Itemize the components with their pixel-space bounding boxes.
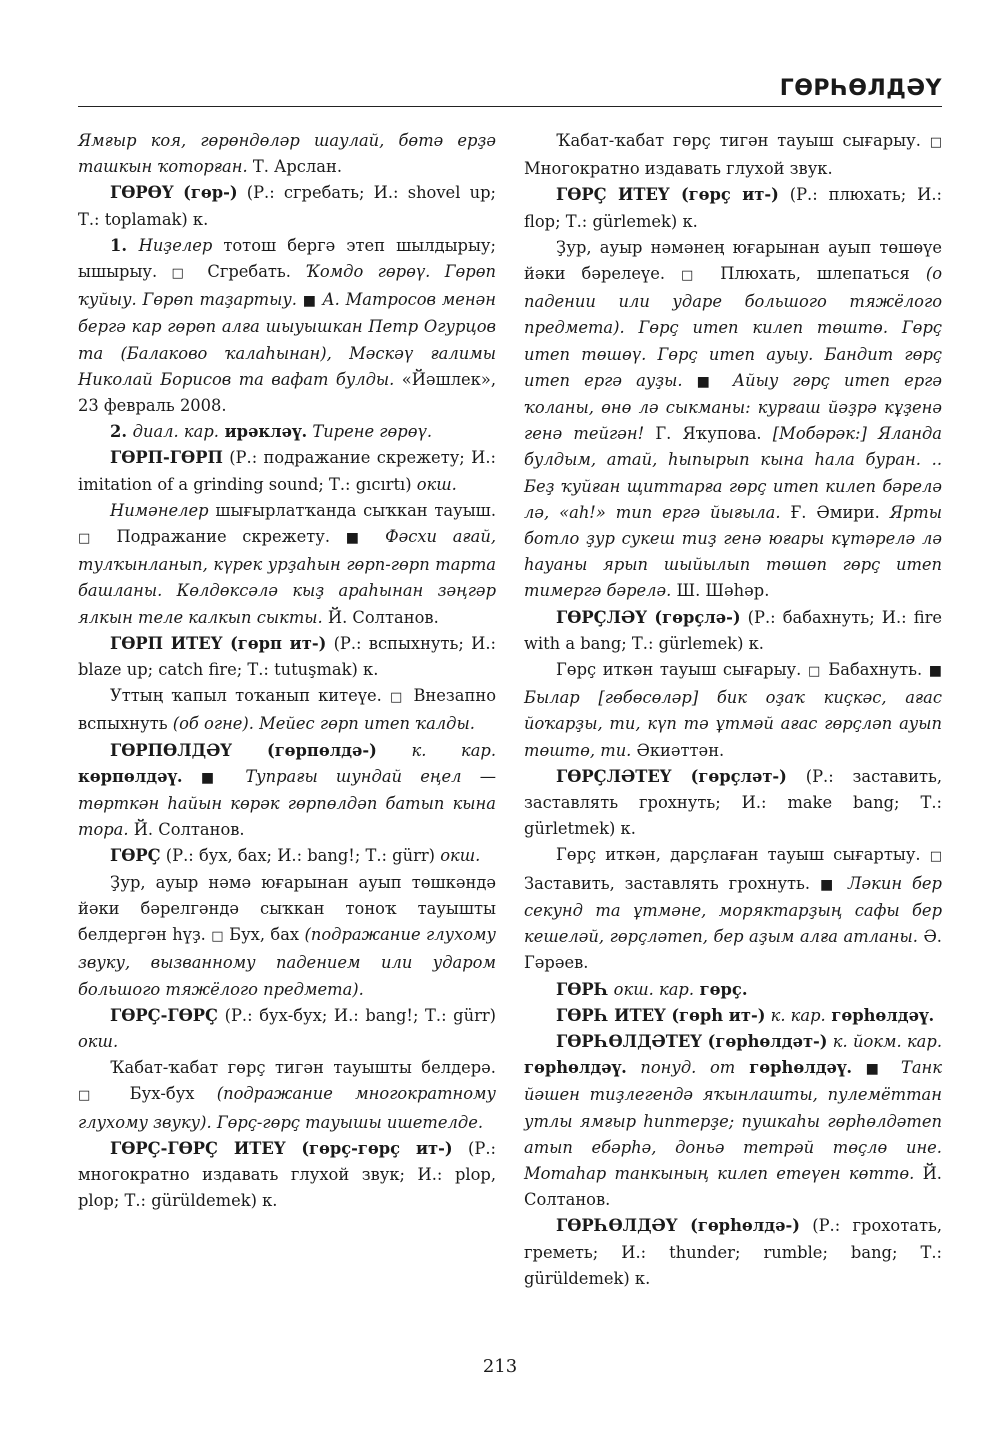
citation-text: Айыу гөрҫ итеп ергә ҡоланы, өнө лә сыкманы: курғаш йәҙрә кұҙенә генә тейгән! bbox=[524, 370, 942, 444]
headword: ГӨРПӨЛДӘҮ (гөрпөлдә-) bbox=[110, 740, 377, 760]
citation-text: Фәсхи ағай, тулҡынланып, күрек урҙаһын гөрп-гөрп тарта башланы. Көлдөксәлә кыҙ араһынан зәңгәр ялкын теле калкып сыкты. bbox=[78, 527, 496, 627]
label: окш. кар. bbox=[608, 979, 695, 999]
empty-square-icon: □ bbox=[929, 135, 942, 150]
headword: ГӨРҪЛӘҮ (гөрҫлә-) bbox=[556, 607, 741, 627]
filled-square-icon: ■ bbox=[200, 769, 228, 786]
right-column bbox=[524, 128, 942, 1292]
entry-gorh-iteu bbox=[524, 1003, 942, 1029]
empty-square-icon: □ bbox=[681, 268, 705, 284]
russian-note: (об огне). bbox=[172, 714, 260, 734]
running-head: ГӨРҺӨЛДӘҮ bbox=[779, 76, 942, 101]
entry-gorou bbox=[78, 180, 496, 232]
entry-body bbox=[524, 842, 942, 976]
russian-gloss: Бабахнуть. bbox=[828, 660, 923, 680]
citation-source: Т. Арслан. bbox=[247, 157, 342, 177]
entry-body bbox=[524, 235, 942, 605]
citation-text: Ләкин бер секунд та ұтмәне, моряктарҙың сафы бер кешеләй, гөрҫләтеп, бер аҙым алға атланы. bbox=[524, 873, 942, 947]
headword: ГӨРҺ bbox=[556, 979, 609, 999]
gloss: Гөрҫ иткән тауыш сығарыу. bbox=[556, 660, 808, 680]
definition: (Р.: плюхать; И.: flop; Т.: gürlemek) к. bbox=[524, 185, 942, 231]
empty-square-icon: □ bbox=[171, 266, 194, 282]
reference: ирәкләү. bbox=[218, 422, 308, 442]
citation-text: Танк йәшен тиҙлегендә яҡынлашты, пулемёттан утлы ямғыр һиптерҙе; пушкаһы гөрһөлдәтеп атып ебәрһә, доньә тетрәй төҫлө ине. Мотаһар танкының килеп етеүен көттө. bbox=[524, 1058, 942, 1183]
entry-gors bbox=[78, 843, 496, 869]
example: Ҡомдо гөрөү. Гөрөп ҡуйыу. Гөрөп таҙартыу. bbox=[78, 262, 496, 310]
reference: гөрһөлдәү. bbox=[825, 1005, 935, 1025]
gloss: тотош бергә этеп шылдырыу; ышырыу. bbox=[78, 235, 496, 282]
definition: (Р.: бух-бух; И.: bang!; Т.: gürr) bbox=[218, 1005, 496, 1025]
definition: (Р.: вспыхнуть; И.: blaze up; catch fire; Т.: tutuşmak) к. bbox=[78, 633, 496, 680]
russian-gloss: Внезапно вспыхнуть bbox=[78, 686, 496, 734]
empty-square-icon: □ bbox=[929, 849, 942, 865]
russian-gloss: Бух-бух bbox=[129, 1084, 217, 1104]
header-rule bbox=[78, 106, 942, 107]
citation-text: Ярты ботло ҙур сукеш тиҙ генә юғары кұтәрелә лә һауаны ярып шыйылып төшөп гөрҫ итеп тимергә бәрелә. bbox=[524, 502, 942, 601]
example: Мейес гөрп итеп ҡалды. bbox=[259, 714, 475, 734]
sense-1 bbox=[78, 233, 496, 419]
entry-gorp-gorp bbox=[78, 445, 496, 497]
headword: ГӨРҪ-ГӨРҪ bbox=[110, 1005, 219, 1025]
label: к. йокм. кар. bbox=[827, 1031, 942, 1051]
entry-gorslateu bbox=[524, 764, 942, 843]
headword: ГӨРҪЛӘТЕҮ (гөрҫләт-) bbox=[556, 766, 787, 786]
label: окш. bbox=[416, 474, 457, 494]
gloss: Уттың ҡапыл тоҡанып китеүе. bbox=[110, 686, 390, 706]
russian-note: (подражание многократному глухому звуку). bbox=[78, 1084, 496, 1132]
filled-square-icon: ■ bbox=[302, 293, 317, 310]
sense-number: 2. bbox=[110, 422, 133, 442]
empty-square-icon: □ bbox=[807, 664, 822, 680]
entry-continuation bbox=[524, 128, 942, 182]
citation-source: Й. Солтанов. bbox=[322, 607, 439, 627]
label: понуд. от bbox=[626, 1058, 736, 1078]
citation-source: Й. Солтанов. bbox=[128, 820, 245, 840]
label: окш. bbox=[78, 1031, 119, 1051]
reference: көрпөлдәү. bbox=[78, 766, 183, 786]
entry-gorslau bbox=[524, 605, 942, 657]
citation-text: А. Матросов менән бергә кар гөрөп алға шыуышкан Петр Огурцов та (Балаково ҡалаһынан), Мәскәү ғалимы Николай Борисов та вафат булды. bbox=[78, 290, 496, 389]
headword: ГӨРҪ-ГӨРҪ ИТЕҮ (гөрҫ-гөрҫ ит-) bbox=[110, 1138, 453, 1158]
definition: (Р.: сгребать; И.: shovel up; Т.: toplamak) к. bbox=[78, 183, 496, 229]
gloss-italic: Ниҙелер bbox=[138, 235, 213, 255]
gloss: Ҡабат-ҡабат гөрҫ тигән тауышты белдерә. bbox=[110, 1058, 496, 1078]
reference: гөрһөлдәү. bbox=[735, 1058, 853, 1078]
entry-body bbox=[78, 683, 496, 737]
definition: (Р.: бух, бах; И.: bang!; Т.: gürr) bbox=[160, 846, 441, 866]
empty-square-icon: □ bbox=[78, 1088, 108, 1104]
entry-gorholdau bbox=[524, 1213, 942, 1292]
citation-text: Ямғыр коя, гөрөндөләр шаулай, бөтә ерҙә ташкын ҡоторған. bbox=[78, 131, 496, 177]
entry-continuation bbox=[78, 128, 496, 180]
entry-gorpoldau bbox=[78, 738, 496, 844]
citation-text: Былар [гөбөсөләр] бик оҙаҡ киҫкәс, ағас йоҡарҙы, ти, күп тә ұтмәй ағас гөрҫләп ауып төштө, ти. bbox=[524, 688, 942, 760]
citation-text: Тупрағы шундай еңел — төрткән һайын көрәк гөрпөлдәп батып кына тора. bbox=[78, 766, 496, 840]
gloss: Ҡабат-ҡабат гөрҫ тигән тауыш сығарыу. bbox=[556, 131, 930, 150]
gloss-italic: Нимәнелер bbox=[110, 500, 209, 520]
definition: (Р.: многократно издавать глухой звук; И.: plop, plop; Т.: gürüldemek) к. bbox=[78, 1138, 496, 1211]
headword: ГӨРҺ ИТЕҮ (гөрһ ит-) bbox=[556, 1005, 766, 1025]
russian-gloss: Плюхать, шлепаться bbox=[720, 264, 926, 284]
entry-gors-iteu bbox=[524, 182, 942, 234]
filled-square-icon: ■ bbox=[345, 530, 370, 547]
headword: ГӨРҪ bbox=[110, 846, 161, 866]
citation-source: Й. Солтанов. bbox=[524, 1163, 942, 1210]
definition: (Р.: бабахнуть; И.: fire with a bang; Т.: gürlemek) к. bbox=[524, 607, 942, 653]
label: окш. bbox=[440, 846, 481, 866]
entry-gorh bbox=[524, 977, 942, 1003]
entry-body bbox=[78, 498, 496, 631]
headword: ГӨРП-ГӨРП bbox=[110, 448, 223, 468]
empty-square-icon: □ bbox=[211, 929, 224, 945]
russian-gloss: Подражание скрежету. bbox=[116, 527, 331, 547]
filled-square-icon: ■ bbox=[865, 1061, 888, 1078]
page-number: 213 bbox=[482, 1356, 518, 1377]
citation-source: Ә. Гәрәев. bbox=[524, 927, 942, 973]
label: диал. кар. bbox=[132, 422, 219, 442]
definition: (Р.: заставить, заставлять грохнуть; И.: make bang; Т.: gürletmek) к. bbox=[524, 766, 942, 839]
russian-gloss: Бух, бах bbox=[229, 925, 305, 945]
filled-square-icon: ■ bbox=[928, 663, 942, 680]
gloss: шығырлатҡанда сыҡкан тауыш. bbox=[208, 500, 496, 520]
gloss: Гөрҫ иткән, дарҫлаған тауыш сығартыу. bbox=[556, 845, 930, 865]
label: к. кар. bbox=[765, 1005, 826, 1025]
example: Тирене гөрөү. bbox=[307, 422, 432, 442]
definition: (Р.: грохотать, греметь; И.: thunder; rumble; bang; Т.: gürüldemek) к. bbox=[524, 1216, 942, 1288]
russian-gloss: Сгребать. bbox=[207, 262, 306, 282]
headword: ГӨРҺӨЛДӘҮ (гөрһөлдә-) bbox=[556, 1216, 800, 1236]
russian-gloss: Заставить, заставлять грохнуть. bbox=[524, 873, 811, 893]
reference: гөрһөлдәү. bbox=[524, 1058, 627, 1078]
entry-gors-gors-iteu bbox=[78, 1136, 496, 1215]
filled-square-icon: ■ bbox=[696, 373, 719, 390]
citation-text: [Мобәрәк:] Яланда булдым, атай, һыпырып кына һала буран. .. Беҙ ҡуйған щиттарға гөрҫ итеп килеп бәрелә лә, «аh!» тип ергә йығыла. bbox=[524, 424, 942, 522]
empty-square-icon: □ bbox=[78, 531, 101, 547]
citation-source: Ғ. Әмири. bbox=[780, 502, 890, 522]
example: Гөрҫ итеп килеп төштө. Гөрҫ итеп төшөү. Гөрҫ итеп ауыу. Бандит гөрҫ итеп ергә ауҙы. bbox=[524, 318, 942, 390]
label: к. кар. bbox=[376, 740, 496, 760]
gloss: Ҙур, ауыр нәмәнең юғарынан ауып төшөүе йәки бәрелеүе. bbox=[524, 237, 942, 284]
headword: ГӨРП ИТЕҮ (гөрп ит-) bbox=[110, 633, 327, 653]
empty-square-icon: □ bbox=[389, 690, 406, 706]
entry-gorp-iteu bbox=[78, 631, 496, 683]
reference: гөрҫ. bbox=[694, 979, 748, 999]
headword: ГӨРҺӨЛДӘТЕҮ (гөрһөлдәт-) bbox=[556, 1031, 828, 1051]
left-column bbox=[78, 128, 496, 1214]
sense-number: 1. bbox=[110, 235, 139, 255]
citation-source: Ш. Шәһәр. bbox=[671, 581, 770, 601]
filled-square-icon: ■ bbox=[820, 876, 838, 893]
citation-source: «Йәшлек», 23 февраль 2008. bbox=[78, 369, 496, 416]
citation-source: Г. Яҡупова. bbox=[644, 424, 773, 444]
entry-gors-gors bbox=[78, 1003, 496, 1055]
entry-body bbox=[524, 657, 942, 764]
definition: (Р.: подражание скрежету; И.: imitation of a grinding sound; Т.: gıcırtı) bbox=[78, 448, 496, 494]
headword: ГӨРҪ ИТЕҮ (гөрҫ ит-) bbox=[556, 185, 779, 205]
entry-body bbox=[78, 1055, 496, 1136]
citation-source: Әкиәттән. bbox=[631, 740, 725, 760]
gloss: Ҙур, ауыр нәмә юғарынан ауып төшкәндә йәки бәрелгәндә сыҡкан тоноҡ тауышты белдергән һүҙ. bbox=[78, 872, 496, 945]
russian-note: (подражание глухому звуку, вызванному падением или ударом большого тяжёлого предмета). bbox=[78, 925, 496, 999]
headword: ГӨРӨҮ (гөр-) bbox=[110, 183, 238, 203]
russian-gloss: Многократно издавать глухой звук. bbox=[524, 159, 833, 179]
sense-2 bbox=[78, 419, 496, 445]
russian-note: (о падении или ударе большого тяжёлого предмета). bbox=[524, 264, 942, 338]
entry-body bbox=[78, 870, 496, 1003]
example: Гөрҫ-гөрҫ тауышы ишетелде. bbox=[216, 1112, 484, 1132]
entry-gorholdateu bbox=[524, 1029, 942, 1213]
